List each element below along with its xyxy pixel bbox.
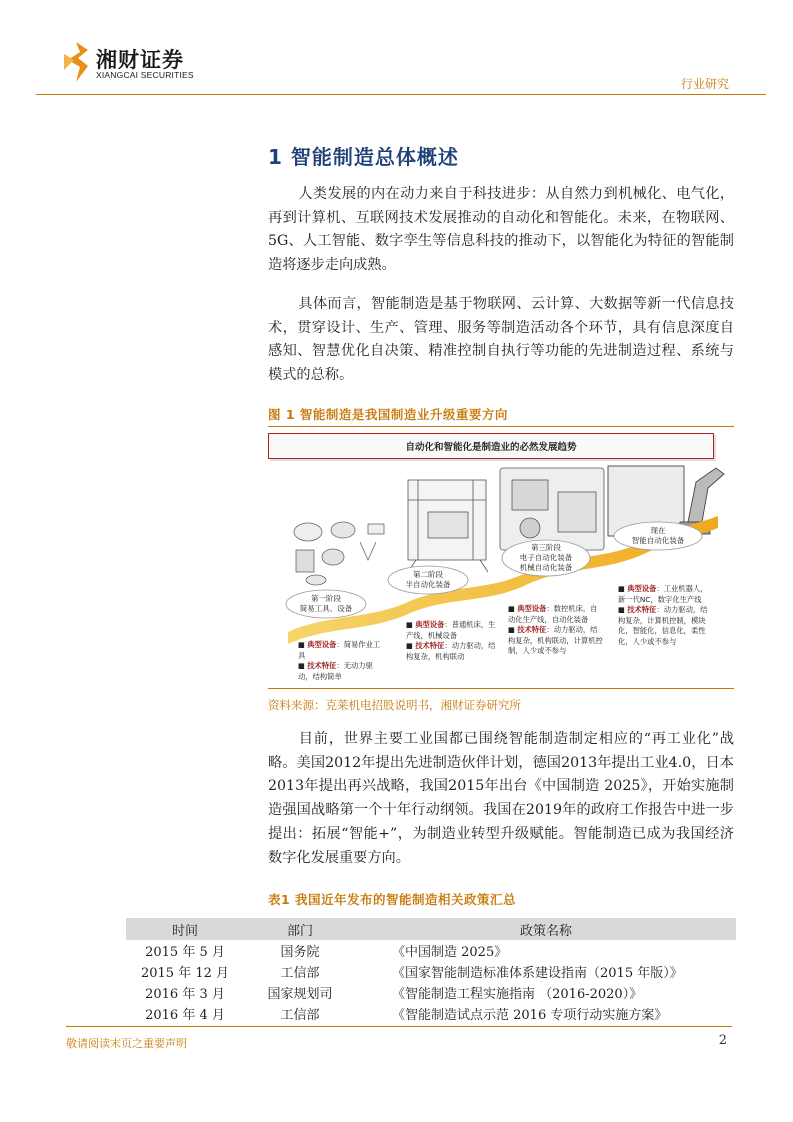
stage-3-equip-title: 典型设备 bbox=[517, 604, 547, 613]
stage-4-equip-title: 典型设备 bbox=[627, 584, 657, 593]
cell-time: 2016 年 4 月 bbox=[145, 1008, 225, 1023]
stage-3-label-text: 第三阶段 电子自动化装备 机械自动化装备 bbox=[519, 543, 573, 572]
cell-policy: 《智能制造工程实施指南 （2016-2020）》 bbox=[392, 987, 643, 1002]
cnc-machine-sketch bbox=[500, 468, 604, 550]
page-number: 2 bbox=[718, 1033, 727, 1048]
stage-4-label bbox=[614, 526, 702, 546]
table-row bbox=[126, 1003, 736, 1024]
logo-text-en: XIANGCAI SECURITIES bbox=[96, 70, 194, 80]
header-time: 时间 bbox=[126, 918, 244, 940]
stage-2-label-text: 第二阶段 半自动化装备 bbox=[405, 570, 451, 589]
stage-3-label bbox=[502, 543, 590, 573]
figure-caption: 图 1 智能制造是我国制造业升级重要方向 bbox=[268, 407, 508, 422]
stage-1-label bbox=[286, 594, 366, 614]
cell-department: 国务院 bbox=[280, 945, 320, 960]
footer-disclaimer: 敬请阅读末页之重要声明 bbox=[66, 1037, 187, 1050]
stage-4-label-text: 现在 智能自动化装备 bbox=[631, 526, 685, 545]
stage-3-tech-text: ：动力驱动，结构复杂，机构联动，计算机控制，人少或不参与 bbox=[508, 625, 603, 655]
xiangcai-logo-icon bbox=[60, 40, 92, 84]
stage-4-tech-text: ：动力驱动，结构复杂，计算机控制，模块化，智能化，信息化，柔性化，人少或不参与 bbox=[618, 605, 708, 646]
logo-text-cn: 湘财证券 bbox=[96, 48, 184, 72]
stage-2-equip-text: ：普通机床，生产线，机械设备 bbox=[406, 620, 496, 640]
stage-3-equip-text: ：数控机床，自动化生产线，自动化装备 bbox=[508, 604, 598, 624]
table-row bbox=[126, 982, 736, 1003]
policy-table bbox=[126, 918, 736, 1024]
stage-1-description: ■ 典型设备：简易作业工具 ■ 技术特征：无动力驱动，结构简单 bbox=[298, 640, 381, 681]
paragraph-3 bbox=[268, 728, 734, 870]
report-category: 行业研究 bbox=[680, 77, 729, 91]
cell-department: 工信部 bbox=[280, 1008, 320, 1023]
stage-2-description: ■ 典型设备：普通机床，生产线，机械设备 ■ 技术特征：动力驱动，结构复杂，机构联动 bbox=[406, 620, 496, 661]
stage-1-label-text: 第一阶段 简易工具、设备 bbox=[299, 594, 353, 613]
stage-1-tech-title: 技术特征 bbox=[307, 661, 337, 670]
stage-1-equip-text: ：简易作业工具 bbox=[298, 640, 381, 660]
figure-banner-text: 自动化和智能化是制造业的必然发展趋势 bbox=[405, 442, 577, 453]
paragraph-1-text: 人类发展的内在动力来自于科技进步：从自然力到机械化、电气化，再到计算机、互联网技术发展推动的自动化和智能化。未来，在物联网、5G、人工智能、数字孪生等信息科技的推动下，以智能化为特征的智能制造将逐步走向成熟。 bbox=[268, 186, 734, 274]
stage-1-equip-title: 典型设备 bbox=[307, 640, 337, 649]
cell-department: 国家规划司 bbox=[267, 987, 333, 1002]
header-department: 部门 bbox=[244, 918, 356, 940]
stage-3-description: ■ 典型设备：数控机床，自动化生产线，自动化装备 ■ 技术特征：动力驱动，结构复杂，机构联动，计算机控制，人少或不参与 bbox=[508, 604, 603, 655]
stage-2-equip-title: 典型设备 bbox=[415, 620, 445, 629]
figure-bottom-rule bbox=[268, 688, 734, 689]
paragraph-3-text: 目前，世界主要工业国都已围绕智能制造制定相应的“再工业化”战略。美国2012年提出先进制造伙伴计划，德国2013年提出工业4.0，日本2013年提出再兴战略，我国2015年出台《中国制造 2025》，开始实施制造强国战略第一个十年行动纲领。我国在2019年的政府工作报告中进一步提出：拓展“智能+”，为制造业转型升级赋能。智能制造已成为我国经济数字化发展重要方向。 bbox=[268, 731, 734, 866]
cell-policy: 《国家智能制造标准体系建设指南（2015 年版）》 bbox=[392, 966, 683, 981]
stage-4-description: ■ 典型设备：工业机器人，新一代NC，数字化生产线 ■ 技术特征：动力驱动，结构复杂，计算机控制，模块化，智能化，信息化，柔性化，人少或不参与 bbox=[618, 584, 708, 646]
cell-policy: 《中国制造 2025》 bbox=[392, 945, 508, 960]
table-row bbox=[126, 940, 736, 961]
stage-1-tech-text: ：无动力驱动，结构简单 bbox=[298, 661, 373, 681]
table-header-row bbox=[126, 918, 736, 940]
cell-time: 2015 年 5 月 bbox=[145, 945, 225, 960]
footer-divider bbox=[66, 1026, 732, 1027]
paragraph-2-text: 具体而言，智能制造是基于物联网、云计算、大数据等新一代信息技术，贯穿设计、生产、管理、服务等制造活动各个环节，具有信息深度自感知、智慧优化自决策、精准控制自执行等功能的先进制造过程、系统与模式的总称。 bbox=[268, 296, 734, 384]
stage-3-tech-title: 技术特征 bbox=[517, 625, 547, 634]
cell-time: 2015 年 12 月 bbox=[140, 966, 230, 981]
stage-4-tech-title: 技术特征 bbox=[627, 605, 657, 614]
cell-policy: 《智能制造试点示范 2016 专项行动实施方案》 bbox=[392, 1008, 668, 1023]
loom-sketch bbox=[408, 480, 488, 572]
stage-2-tech-title: 技术特征 bbox=[415, 641, 445, 650]
stage-2-tech-text: ：动力驱动，结构复杂，机构联动 bbox=[406, 641, 496, 661]
figure-source-note: 资料来源：克莱机电招股说明书，湘财证券研究所 bbox=[268, 698, 521, 712]
cell-department: 工信部 bbox=[280, 966, 320, 981]
figure-top-rule bbox=[268, 426, 734, 427]
paragraph-2 bbox=[268, 293, 734, 388]
cell-time: 2016 年 3 月 bbox=[145, 987, 225, 1002]
table-caption: 表1 我国近年发布的智能制造相关政策汇总 bbox=[268, 892, 517, 907]
header-policy-name: 政策名称 bbox=[356, 918, 736, 940]
section-title: 1 智能制造总体概述 bbox=[268, 145, 459, 169]
stage-4-equip-text: ：工业机器人，新一代NC，数字化生产线 bbox=[618, 584, 708, 604]
paragraph-1 bbox=[268, 183, 734, 278]
stage-2-label bbox=[388, 570, 468, 590]
hand-tools-sketch bbox=[294, 522, 384, 585]
header-divider bbox=[36, 94, 766, 95]
table-row bbox=[126, 961, 736, 982]
